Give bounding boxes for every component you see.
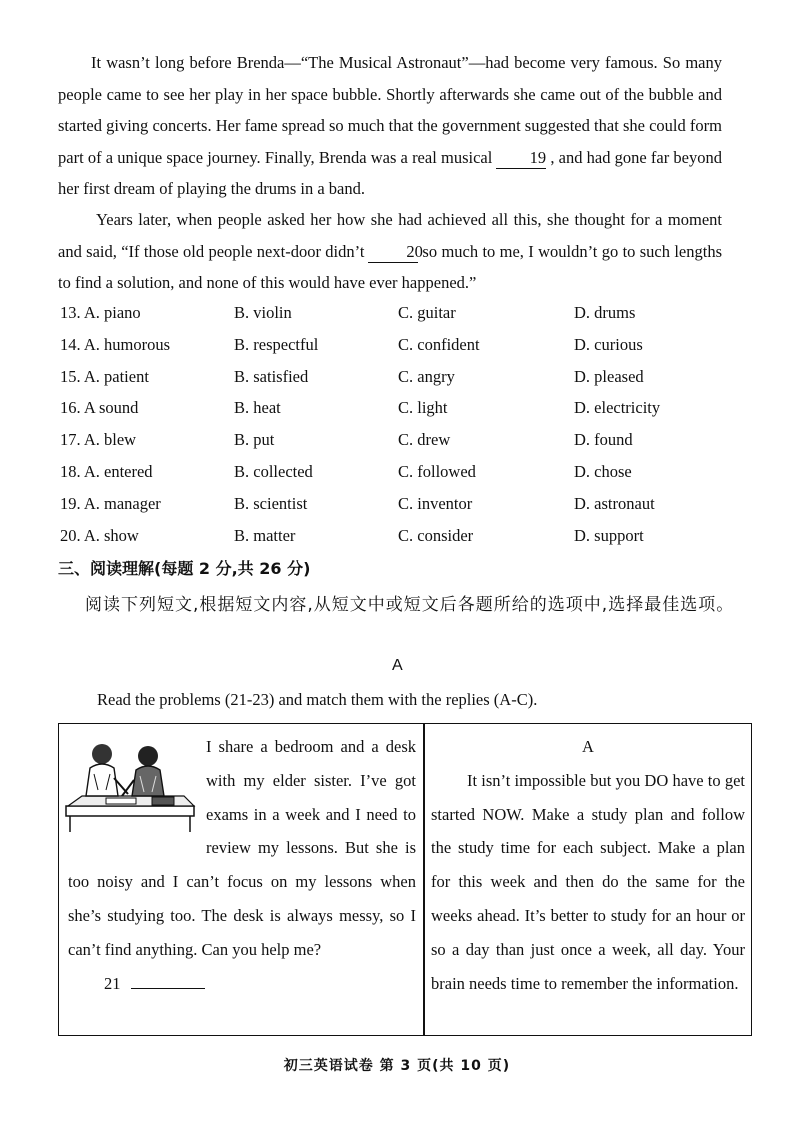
- option-b: B. put: [234, 430, 275, 450]
- reply-label: A: [582, 737, 594, 756]
- option-a: 14. A. humorous: [60, 334, 171, 354]
- option-c: C. consider: [398, 525, 474, 545]
- option-row-13: [60, 298, 720, 330]
- table-divider: [423, 724, 425, 1035]
- option-row-18: [60, 457, 720, 489]
- problem-text: I share a bedroom and a desk with my elder sister. I’ve got exams in a week and I need to review my lessons. But she is too noisy and I can’t focus on my lessons when she’s studying too. The desk is always messy, so I can’t find anything. Can you help me?: [68, 737, 416, 959]
- option-c: C. angry: [398, 366, 455, 386]
- option-c: C. confident: [398, 334, 480, 354]
- option-c: C. light: [398, 398, 448, 418]
- option-d: D. curious: [574, 334, 643, 354]
- blank-20: 20: [368, 242, 418, 263]
- story-text: Years later, when people asked her how she had achieved all this, she thought for a moment and said, “If those old people next-door didn’t: [58, 210, 722, 261]
- option-a: 19. A. manager: [60, 493, 161, 513]
- option-a: 13. A. piano: [60, 303, 141, 322]
- option-row-15: [60, 362, 720, 394]
- blank-19: 19: [496, 148, 546, 169]
- page-footer: 初三英语试卷 第 3 页(共 10 页): [283, 1058, 511, 1074]
- problem-cell: [68, 730, 416, 1000]
- option-c: C. guitar: [398, 303, 456, 322]
- option-b: B. collected: [234, 461, 313, 481]
- option-d: D. drums: [574, 303, 636, 322]
- option-c: C. inventor: [398, 493, 473, 513]
- story-text: It wasn’t long before Brenda—“The Musical Astronaut”—had become very famous. So many people came to see her play in her space bubble. Shortly afterwards she came out of the bubble and started giving concerts. Her fame spread so much that the government suggested that she could form part of a unique space journey. Finally, Brenda was a real musical: [58, 53, 722, 167]
- option-a: 17. A. blew: [60, 430, 137, 450]
- option-b: B. matter: [234, 525, 296, 545]
- story-paragraph-2: [58, 204, 722, 299]
- option-b: B. satisfied: [234, 366, 309, 386]
- option-c: C. followed: [398, 461, 476, 481]
- option-a: 20. A. show: [60, 525, 139, 545]
- students-studying-illustration: [64, 734, 198, 834]
- option-d: D. found: [574, 430, 633, 450]
- answer-blank[interactable]: [131, 972, 205, 989]
- option-d: D. astronaut: [574, 493, 655, 513]
- reply-text: It isn’t impossible but you DO have to get started NOW. Make a study plan and follow the study time for each subject. Make a plan for this week and then do the same for the weeks ahead. It’s better to study for an hour or so a day than just once a week, all day. Your brain needs time to remember the information.: [431, 770, 745, 993]
- option-d: D. support: [574, 525, 644, 545]
- story-paragraph-1: [58, 47, 722, 205]
- option-b: B. scientist: [234, 493, 308, 513]
- option-a: 16. A sound: [60, 398, 139, 418]
- story-text: , and had gone far beyond her first dream of playing the drums in a band.: [58, 147, 722, 198]
- section-title: 三、阅读理解(每题 2 分,共 26 分): [58, 559, 311, 578]
- story-text: so much to me, I wouldn’t go to such lengths to find a solution, and none of this would have ever happened.”: [58, 241, 722, 292]
- option-d: D. chose: [574, 461, 632, 481]
- passage-label: A: [392, 657, 403, 674]
- option-d: D. pleased: [574, 366, 644, 386]
- option-row-16: [60, 393, 720, 425]
- problem-reply-table: [58, 723, 752, 1036]
- option-b: B. violin: [234, 303, 292, 322]
- option-b: B. respectful: [234, 334, 319, 354]
- option-a: 15. A. patient: [60, 366, 149, 386]
- option-row-17: [60, 425, 720, 457]
- option-row-14: [60, 330, 720, 362]
- option-c: C. drew: [398, 430, 451, 450]
- option-row-20: [60, 521, 720, 553]
- answer-options: [60, 298, 720, 552]
- reply-cell: [431, 730, 745, 1000]
- task-instruction: Read the problems (21-23) and match them with the replies (A-C).: [97, 690, 538, 709]
- option-d: D. electricity: [574, 398, 661, 418]
- option-a: 18. A. entered: [60, 461, 153, 481]
- answer-slot-21: [68, 967, 416, 1001]
- problem-number: 21: [104, 973, 121, 993]
- option-row-19: [60, 489, 720, 521]
- section-instruction: 阅读下列短文,根据短文内容,从短文中或短文后各题所给的选项中,选择最佳选项。: [85, 595, 735, 615]
- option-b: B. heat: [234, 398, 281, 418]
